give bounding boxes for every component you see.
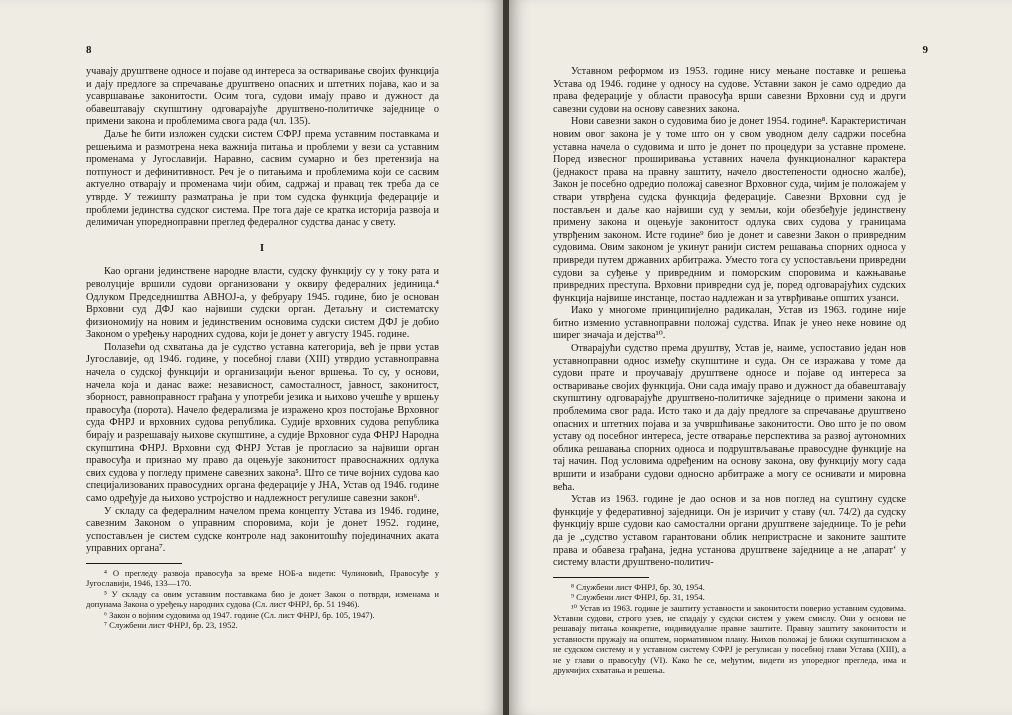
section-heading: I — [259, 241, 266, 254]
body-paragraph: У складу са федералним начелом према концепту Устава из 1946. године, савезним Законом о управним споровима, који је донет 1952. године, успостављен је систем судске контроле над законитошћу појединачних аката управних органа⁷. — [86, 505, 439, 555]
footnote: ⁵ У складу са овим уставним поставкама био је донет Закон о потврди, изменама и допунама Закона о уређењу народних судова (Сл. лист ФНРЈ, бр. 51 1946). — [86, 588, 439, 610]
footnote: ¹⁰ Устав из 1963. године је заштиту уставности и законитости поверио уставним судовима. Уставни судови, строго узев, не спадају у судски систем у ужем смислу. Они у основи не решавају питања конкретне, индивидуалне правне заштите. Правну заштиту законитости и уставности пружају на општем, нормативном плану. Њихов положај је ближи скупштинском а не судском систему и у уставном систему СФРЈ је регулисан у посебној глави Устава (XIII), а не у глави о правосуђу (VI). Како ће се, међутим, видети из упоредног прегледа, има и друкчијих схватања и решења. — [553, 602, 906, 675]
page-number-right: 9 — [922, 44, 928, 56]
footnote-rule — [553, 577, 649, 578]
footnote: ⁷ Службени лист ФНРЈ, бр. 23, 1952. — [104, 620, 238, 630]
right-page — [509, 0, 1012, 715]
footnote: ⁴ О прегледу развоја правосуђа за време НОБ-а видети: Чулиновић, Правосуђе у Југославији, 1946, 133—170. — [86, 567, 439, 589]
left-text-column — [86, 66, 439, 630]
body-paragraph: Отварајући судство према друштву, Устав је, наиме, успоставио један нов уставноправни однос између скупштине и суда. Он се изражава у томе да судови прате и проучавају друштвене односе и појаве од интереса за остваривање својих функција. Они сада имају право и дужност да обавештавају скупштину одговарајуће друштвено-политичке заједнице о примени закона и проблемима свог рада. Исто тако и да дају предлоге за спречавање друштвено опасних и штетних појава и за учвршћивање законитости. Ово што је по овом уставу од посебног интереса, јесте отварање перспектива за развој аутономних облика решавања спорних односа и подруштвљавање правосудне функције на тај начин. Под условима одређеним на основу закона, ову функцију могу сада вршити и изабрани судови односно арбитраже а могу се оснивати и мировна већа. — [553, 343, 906, 493]
footnote: ⁹ Службени лист ФНРЈ, бр. 31, 1954. — [571, 592, 705, 603]
body-paragraph: Полазећи од схватања да је судство уставна категорија, већ је први устав Југославије, од 1946. године, у посебној глави (XIII) утврдио уставноправна начела о судској функцији и организацији њеног вршења. То су, у основи, начела која и данас важе: независност, самосталност, јавност, законитост, зборност, равноправност грађана у употреби језика и њихово учешће у вршењу правосуђа (порота). Начело федерализма је изражено кроз постојање Врховног суда ФНРЈ и врховних судова република. Судије врховних судова република бирају и разрешавају њихове скупштине, а судије Врховног суда ФНРЈ Народна скупштина ФНРЈ. Врховни суд ФНРЈ Устав је прогласио за највиши орган правосуђа и признао му право да оцењује законитост правоснажних одлука свих судова у погледу примене савезних закона⁵. Што се тиче војних судова као специјализованих правосудних органа федерације у ЈНА, Устав од 1946. године само одређује да њихово устројство и надлежност регулише савезни закон⁶. — [86, 341, 439, 504]
body-paragraph: Уставном реформом из 1953. године нису мењане поставке и решења Устава од 1946. године у односу на судове. Уставни закон је само одредио да права федерације у области правосуђа врши савезни Врховни суд и други савезни судови на основу савезних закона. — [553, 66, 906, 115]
body-paragraph: Као органи јединствене народне власти, судску функцију су у току рата и револуције вршили судови организовани у оквиру федералних јединица.⁴ Одлуком Председништва АВНОЈ-а, у фебруару 1945. године, био је основан Врховни суд ДФЈ као највиши судски орган. Детаљну и систематску физиономију на новим и јединственим основима судски систем ДФЈ је добио Законом о уређењу народних судова, који је донет у августу 1945. године. — [86, 266, 439, 341]
page-number-left: 8 — [86, 44, 92, 56]
footnote-rule — [86, 563, 182, 564]
body-paragraph: Даље ће бити изложен судски систем СФРЈ према уставним поставкама и решењима и размотрена нека важнија питања и проблеми у вези са уставним променама у Југославији. Наравно, сасвим сумарно и без претензија на потпуност и дефинитивност. Реч је о питањима и проблемима који се сасвим актуелно отварају и променама чији обим, садржај и правац тек треба да се утврде. У тежишту разматрања је при том судска функција федерације и проблеми јединства судског система. Пре тога даје се кратка историја развоја и делимичан упоредноправни преглед федералног судства данас у свету. — [86, 128, 439, 229]
body-paragraph: Иако у многоме принципијелно радикалан, Устав из 1963. године није битно изменио уставноправни положај судства. Ипак је унео неке новине од ширег значаја и дејства¹⁰. — [553, 305, 906, 342]
footnote: ⁸ Службени лист ФНРЈ, бр. 30, 1954. — [571, 581, 705, 592]
body-paragraph: учавају друштвене односе и појаве од интереса за остваривање својих функција и дају предлоге за спречавање друштвено опасних и штетних појава, као и за усавршавање законитости. Осим тога, судови имају право и дужност да обавештавају скупштину одговарајуће друштвено-политичке заједнице о примени закона и проблемима свога рада (чл. 135). — [86, 66, 439, 128]
right-text-column — [553, 66, 906, 675]
footnote: ⁶ Закон о војним судовима од 1947. године (Сл. лист ФНРЈ, бр. 105, 1947). — [104, 609, 375, 620]
body-paragraph: Нови савезни закон о судовима био је донет 1954. године⁸. Карактеристичан новим овог закона је у томе што он у свом уводном делу садржи посебна уставна начела о судовима и што је донет по процедури за уставне промене. Поред извесног проширивања уставних начела функционалног карактера (једнакост права на правну заштиту, начело двостепености односно жалбе), Закон је посебно одредио положај савезног Врховног суда, чијим је положајем у ствари утврђена судска функција федерације. Савезни Врховни суд је постављен и даље као највиши суд у земљи, који обезбеђује јединствену примену закона и оцењује законитост одлука свих судова у границама утврђеним законом. Исте године⁹ био је донет и савезни Закон о привредним судовима. Овим законом је укинут ранији систем решавања спорних односа у привреди путем државних арбитража. Уместо тога су успостављени привредни судови за суђење у привредним и поморским споровима и кажњавање привредних преступа. Врховни привредни суд је, поред одговарајућих судских функција највише инстанце, постао надлежан и за утврђивање општих узанси. — [553, 116, 906, 304]
left-page — [0, 0, 503, 715]
body-paragraph: Устав из 1963. године је дао основ и за нов поглед на суштину судске функције у федеративној заједници. Он је изричит у ставу (чл. 74/2) да судску функцију врше судови као самостални органи друштвене заједнице. То је рећи да је „судство уставом гарантовани облик непристрасне и законите заштите права и обавеза грађана, једна установа друштвене заједнице а не ,апарат‘ у систему власти друштвено-политич- — [553, 494, 906, 569]
